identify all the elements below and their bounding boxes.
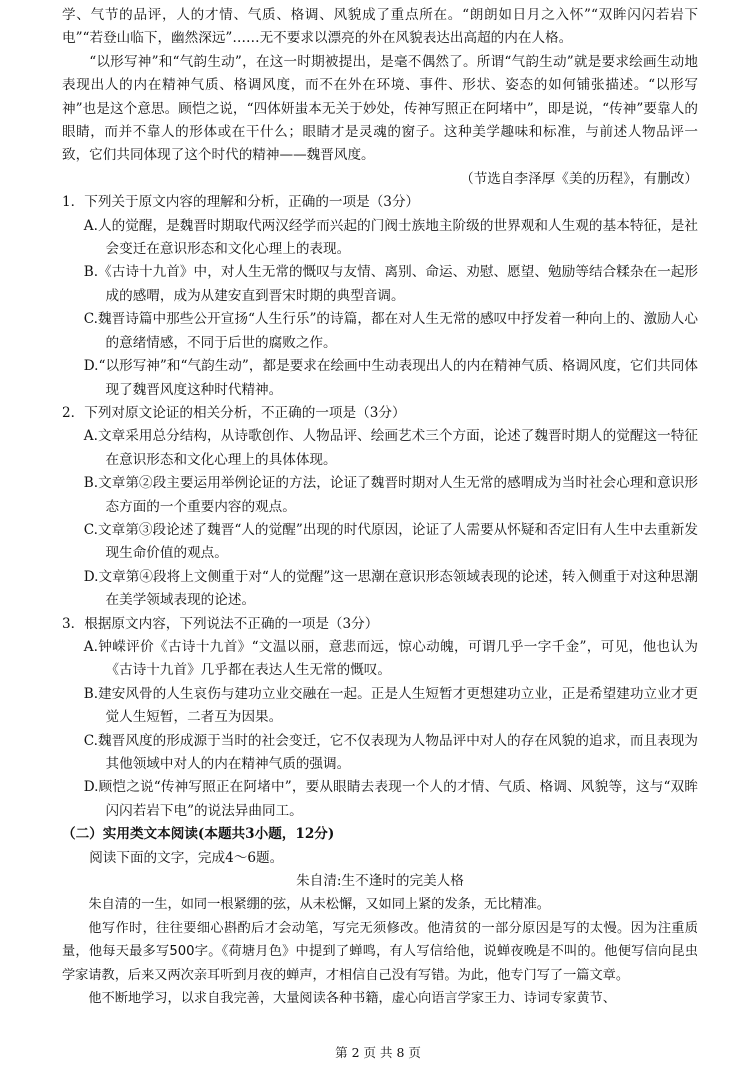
option-b: B.建安风骨的人生哀伤与建功立业交融在一起。正是人生短暂才更想建功立业，正是希望建功立业才更觉人生短暂，二者互为因果。 — [83, 685, 698, 726]
question-stem: 3．根据原文内容，下列说法不正确的一项是（3分） — [62, 615, 379, 632]
section-instruction: 阅读下面的文字，完成4～6题。 — [89, 849, 284, 866]
option-d: D.顾恺之说“传神写照正在阿堵中”，要从眼睛去表现一个人的才情、气质、格调、风貌等，这与“双眸闪闪若岩下电”的说法异曲同工。 — [83, 779, 698, 819]
page-number: 第 2 页 共 8 页 — [335, 1045, 421, 1060]
question-stem: 2．下列对原文论证的相关分析，不正确的一项是（3分） — [62, 404, 406, 421]
option-d: D.文章第④段将上文侧重于对“人的觉醒”这一思潮在意识形态领域表现的论述，转入侧重于对这种思潮在美学领域表现的论述。 — [83, 568, 698, 609]
source-citation: （节选自李泽厚《美的历程》，有删改） — [460, 170, 698, 187]
section-heading: （二）实用类文本阅读(本题共3小题，12分) — [62, 826, 335, 843]
option-a: A.文章采用总分结构，从诗歌创作、人物品评、绘画艺术三个方面，论述了魏晋时期人的觉醒这一特征在意识形态和文化心理上的具体体现。 — [83, 428, 698, 468]
option-c: C.文章第③段论述了魏晋“人的觉醒”出现的时代原因，论证了人需要从怀疑和否定旧有人生中去重新发现生命价值的观点。 — [83, 521, 698, 562]
option-c: C.魏晋风度的形成源于当时的社会变迁，它不仅表现为人物品评中对人的存在风貌的追求，而且表现为其他领域中对人的内在精神气质的强调。 — [83, 732, 698, 772]
question-stem: 1．下列关于原文内容的理解和分析，正确的一项是（3分） — [62, 194, 420, 211]
option-d: D.“以形写神”和“气韵生动”，都是要求在绘画中生动表现出人的内在精神气质、格调风度，它们共同体现了魏晋风度这种时代精神。 — [83, 358, 698, 398]
option-a: A.钟嵘评价《古诗十九首》“文温以丽，意悲而远，惊心动魄，可谓几乎一字千金”，可见，他也认为《古诗十九首》几乎都在表达人生无常的慨叹。 — [83, 638, 698, 679]
question-2 — [62, 402, 698, 613]
option-b: B.《古诗十九首》中，对人生无常的慨叹与友情、离别、命运、劝慰、愿望、勉励等结合糅杂在一起形成的感喟，成为从建安直到晋宋时期的典型音调。 — [83, 264, 698, 304]
article-paragraph: 他写作时，往往要细心斟酌后才会动笔，写完无须修改。他清贫的一部分原因是写的太慢。因为注重质量，他每天最多写500字。《荷塘月色》中提到了蝉鸣，有人写信给他，说蝉夜晚是不叫的。他便写信向昆虫学家请教，后来又两次亲耳听到月夜的蝉声，才相信自己没有写错。为此，他专门写了一篇文章。 — [62, 920, 698, 983]
passage-paragraph: “以形写神”和“气韵生动”，在这一时期被提出，是毫不偶然了。所谓“气韵生动”就是要求绘画生动地表现出人的内在精神气质、格调风度，而不在外在环境、事件、形状、姿态的如何铺张描述。“以形写神”也是这个意思。顾恺之说，“四体妍蚩本无关于妙处，传神写照正在阿堵中”，即是说，“传神”要靠人的眼睛，而并不靠人的形体或在干什么；眼睛才是灵魂的窗子。这种美学趣味和标准，与前述人物品评一致，它们共同体现了这个时代的精神——魏晋风度。 — [62, 53, 698, 164]
option-a: A.人的觉醒，是魏晋时期取代两汉经学而兴起的门阀士族地主阶级的世界观和人生观的基本特征，是社会变迁在意识形态和文化心理上的表现。 — [83, 217, 698, 258]
option-c: C.魏晋诗篇中那些公开宣扬“人生行乐”的诗篇，都在对人生无常的感叹中抒发着一种向上的、激励人心的意绪情感，不同于后世的腐败之作。 — [83, 311, 698, 351]
question-3 — [62, 613, 698, 824]
article-paragraph: 他不断地学习，以求自我完善，大量阅读各种书籍，虚心向语言学家王力、诗词专家黄节、 — [88, 991, 616, 1007]
option-b: B.文章第②段主要运用举例论证的方法，论证了魏晋时期对人生无常的感喟成为当时社会心理和意识形态方面的一个重要内容的观点。 — [83, 475, 698, 515]
passage-paragraph: 学、气节的品评，人的才情、气质、格调、风貌成了重点所在。“朗朗如日月之入怀”“双眸闪闪若岩下电”“若登山临下，幽然深远”……无不要求以漂亮的外在风貌表达出高超的内在人格。 — [62, 7, 698, 47]
article-paragraph: 朱自清的一生，如同一根紧绷的弦，从未松懈，又如同上紧的发条，无比精准。 — [88, 897, 550, 913]
article-title: 朱自清:生不逢时的完美人格 — [296, 873, 464, 890]
question-1 — [62, 191, 698, 402]
